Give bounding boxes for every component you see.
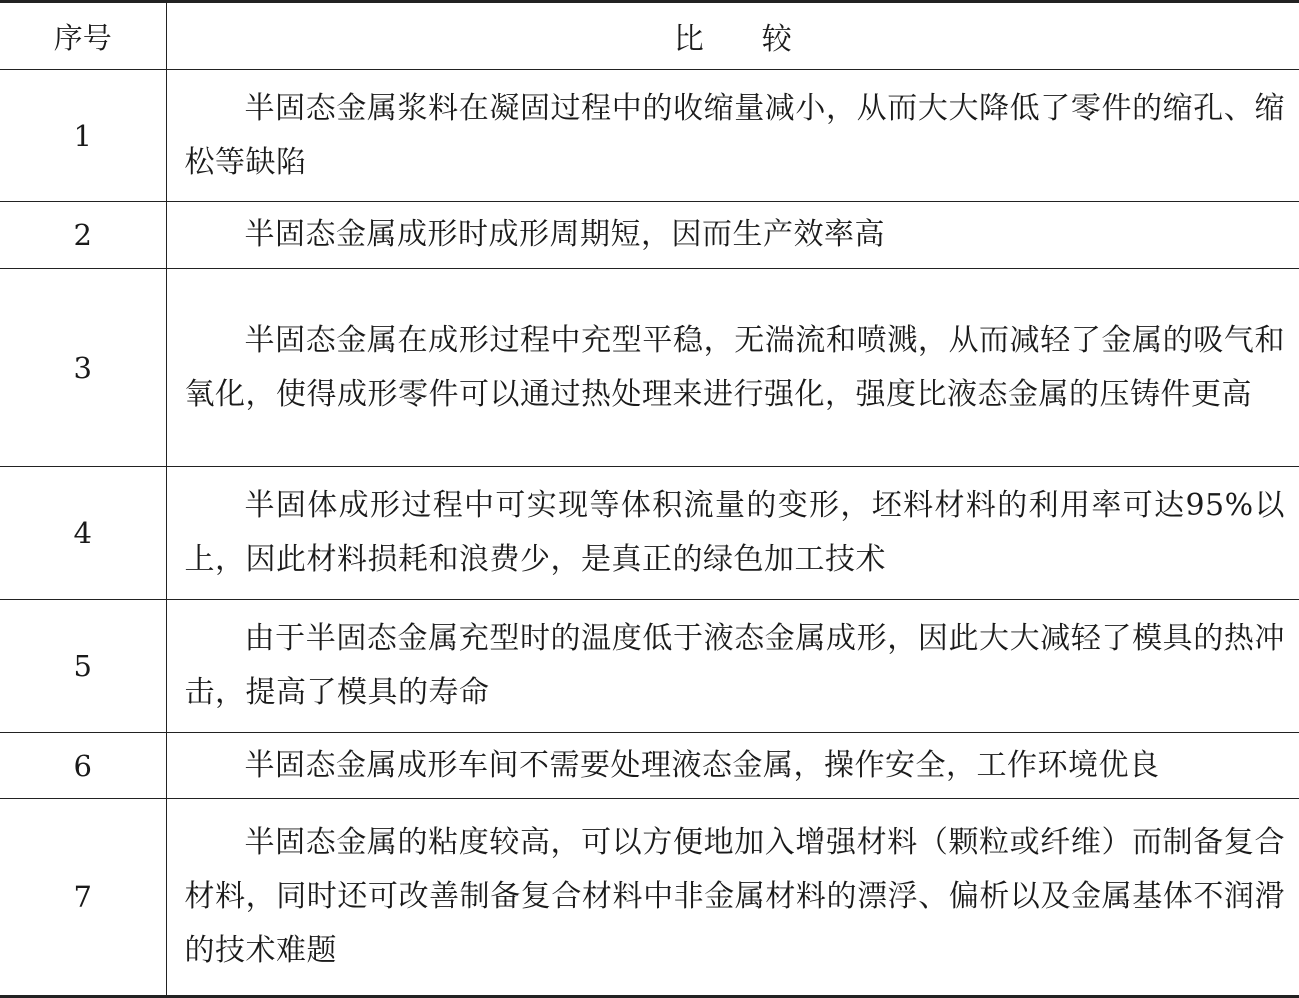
table-row <box>0 600 1299 733</box>
row-number: 7 <box>0 799 166 997</box>
row-text: 半固态金属成形时成形周期短，因而生产效率高 <box>166 202 1299 269</box>
table-row <box>0 733 1299 799</box>
table-row <box>0 799 1299 997</box>
row-text: 半固态金属在成形过程中充型平稳，无湍流和喷溅，从而减轻了金属的吸气和氧化，使得成形零件可以通过热处理来进行强化，强度比液态金属的压铸件更高 <box>166 269 1299 467</box>
row-number: 5 <box>0 600 166 733</box>
row-number: 3 <box>0 269 166 467</box>
row-text: 半固态金属成形车间不需要处理液态金属，操作安全，工作环境优良 <box>166 733 1299 799</box>
table-row <box>0 269 1299 467</box>
table-row <box>0 70 1299 202</box>
row-number: 2 <box>0 202 166 269</box>
row-text: 半固体成形过程中可实现等体积流量的变形，坯料材料的利用率可达95%以上，因此材料损耗和浪费少，是真正的绿色加工技术 <box>166 467 1299 600</box>
row-number: 4 <box>0 467 166 600</box>
header-comparison: 比较 <box>166 2 1299 70</box>
row-number: 6 <box>0 733 166 799</box>
row-text: 半固态金属浆料在凝固过程中的收缩量减小，从而大大降低了零件的缩孔、缩松等缺陷 <box>166 70 1299 202</box>
row-text: 由于半固态金属充型时的温度低于液态金属成形，因此大大减轻了模具的热冲击，提高了模具的寿命 <box>166 600 1299 733</box>
table-header-row <box>0 2 1299 70</box>
row-text: 半固态金属的粘度较高，可以方便地加入增强材料（颗粒或纤维）而制备复合材料，同时还可改善制备复合材料中非金属材料的漂浮、偏析以及金属基体不润滑的技术难题 <box>166 799 1299 997</box>
header-serial-number: 序号 <box>0 2 166 70</box>
table-row <box>0 467 1299 600</box>
row-number: 1 <box>0 70 166 202</box>
table-row <box>0 202 1299 269</box>
